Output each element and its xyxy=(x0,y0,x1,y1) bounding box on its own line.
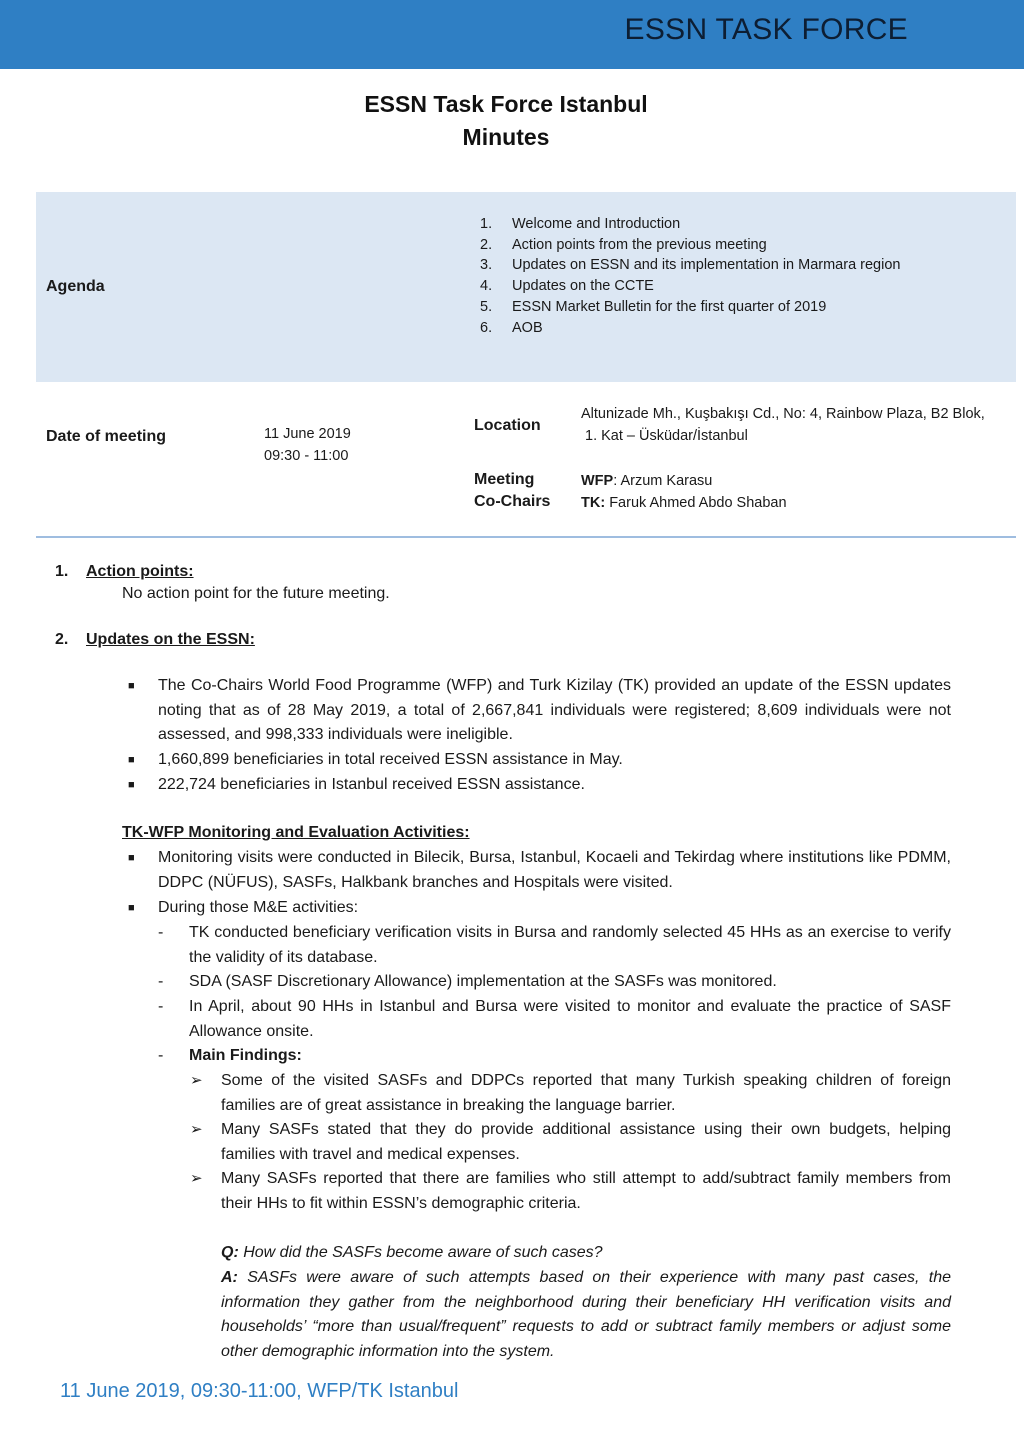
answer: A: SASFs were aware of such attempts based on their experience with many past cases, the information they gather from the neighborhood during their beneficiary HH verification visits and households’ “more than usual/frequent” requests to add or subtract family members or adjust some other demographic information into the system. xyxy=(221,1269,951,1361)
location-line-1: Altunizade Mh., Kuşbakışı Cd., No: 4, Rainbow Plaza, B2 Blok, xyxy=(581,406,985,422)
footer-text: 11 June 2019, 09:30-11:00, WFP/TK Istanbul xyxy=(60,1380,459,1402)
agenda-panel xyxy=(36,192,1016,382)
cochair-wfp-org: WFP xyxy=(581,473,614,489)
cochair-wfp-name: : Arzum Karasu xyxy=(613,473,713,489)
location-line-2: 1. Kat – Üsküdar/İstanbul xyxy=(585,427,748,444)
me-activities-heading: TK-WFP Monitoring and Evaluation Activities: xyxy=(122,824,470,841)
agenda-item: 6. AOB xyxy=(480,319,543,336)
meeting-info-panel xyxy=(36,390,1016,538)
banner-title: ESSN TASK FORCE xyxy=(624,13,908,46)
location-value xyxy=(581,404,985,447)
date-time-value xyxy=(264,424,351,467)
cochair-tk-name: Faruk Ahmed Abdo Shaban xyxy=(605,494,787,511)
title-line-2: Minutes xyxy=(462,124,550,150)
main-findings-label: Main Findings: xyxy=(189,1047,302,1064)
agenda-item: 2. Action points from the previous meeting xyxy=(480,236,767,253)
arrow-bullet-icon: ➢ xyxy=(190,1072,203,1089)
agenda-item: 3. Updates on ESSN and its implementation in Marmara region xyxy=(480,257,901,274)
location-label: Location xyxy=(474,417,541,434)
agenda-list xyxy=(480,214,900,338)
cochair-wfp xyxy=(581,471,787,493)
cochair-tk xyxy=(581,493,787,515)
cochairs-value xyxy=(581,471,787,514)
arrow-bullet-icon: ➢ xyxy=(190,1121,203,1138)
cochairs-label-line-1: Meeting xyxy=(474,471,535,488)
cochairs-label-line-2: Co-Chairs xyxy=(474,493,551,510)
agenda-label: Agenda xyxy=(46,278,105,295)
agenda-item: 4. Updates on the CCTE xyxy=(480,278,654,295)
cochairs-label xyxy=(474,469,550,513)
title-line-1: ESSN Task Force Istanbul xyxy=(364,91,648,117)
agenda-item: 1. Welcome and Introduction xyxy=(480,216,681,232)
section-1-heading: 1. Action points: xyxy=(55,563,194,580)
date-label: Date of meeting xyxy=(46,428,167,445)
section-1-text: No action point for the future meeting. xyxy=(122,585,390,602)
section-2-heading: 2. Updates on the ESSN: xyxy=(55,631,255,648)
question: Q: How did the SASFs become aware of such cases? xyxy=(221,1244,603,1261)
time-value: 09:30 - 11:00 xyxy=(264,447,349,464)
header-banner xyxy=(0,0,1024,69)
date-value: 11 June 2019 xyxy=(264,426,351,442)
document-title xyxy=(0,88,1012,154)
arrow-bullet-icon: ➢ xyxy=(190,1170,203,1187)
agenda-item: 5. ESSN Market Bulletin for the first quarter of 2019 xyxy=(480,298,827,315)
cochair-tk-org: TK: xyxy=(581,494,606,511)
